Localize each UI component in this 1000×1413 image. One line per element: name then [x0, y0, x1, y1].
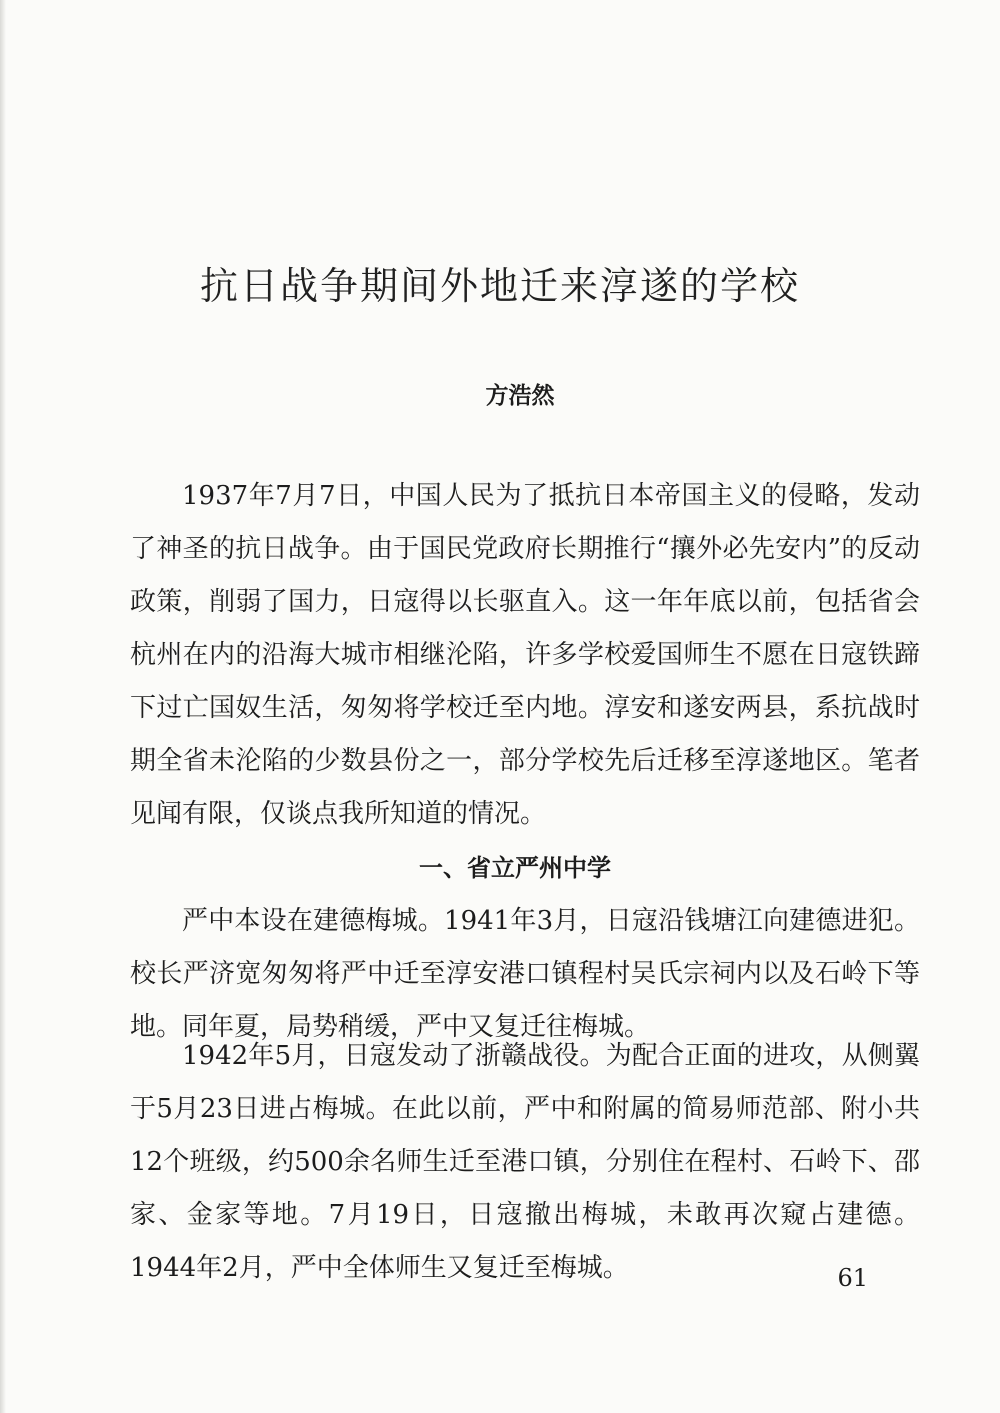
section-paragraph: 严中本设在建德梅城。1941年3月，日寇沿钱塘江向建德进犯。校长严济宽匆匆将严中迁至淳安港口镇程村吴氏宗祠内以及石岭下等地。同年夏，局势稍缓，严中又复迁往梅城。 [130, 906, 920, 1042]
article-title: 抗日战争期间外地迁来淳遂的学校 [199, 264, 800, 308]
section-heading: 一、省立严州中学 [419, 854, 611, 882]
page-number: 61 [837, 1264, 868, 1292]
author-name: 方浩然 [485, 383, 555, 409]
section-paragraph: 1942年5月，日寇发动了浙赣战役。为配合正面的进攻，从侧翼于5月23日进占梅城。在此以前，严中和附属的简易师范部、附小共12个班级，约500余名师生迁至港口镇，分别住在程村、石岭下、邵家、金家等地。7月19日，日寇撤出梅城，未敢再次窥占建德。1944年2月，严中全体师生又复迁至梅城。 [130, 1041, 920, 1283]
page-edge-shadow [0, 0, 6, 1413]
intro-paragraph: 1937年7月7日，中国人民为了抵抗日本帝国主义的侵略，发动了神圣的抗日战争。由于国民党政府长期推行“攘外必先安内”的反动政策，削弱了国力，日寇得以长驱直入。这一年年底以前，包括省会杭州在内的沿海大城市相继沦陷，许多学校爱国师生不愿在日寇铁蹄下过亡国奴生活，匆匆将学校迁至内地。淳安和遂安两县，系抗战时期全省未沦陷的少数县份之一，部分学校先后迁移至淳遂地区。笔者见闻有限，仅谈点我所知道的情况。 [130, 481, 920, 829]
